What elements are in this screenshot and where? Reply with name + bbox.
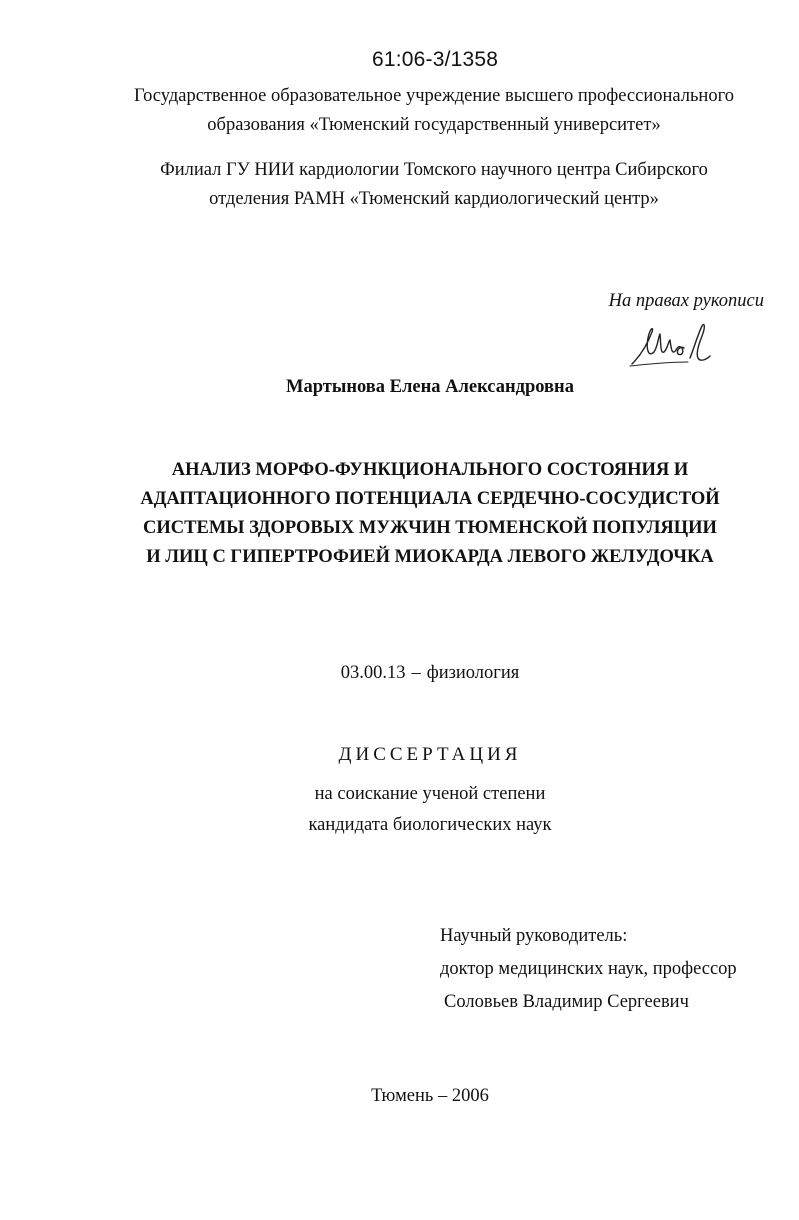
- secondary-institution-line: отделения РАМН «Тюменский кардиологический центр»: [209, 189, 659, 209]
- title-line: АДАПТАЦИОННОГО ПОТЕНЦИАЛА СЕРДЕЧНО-СОСУДИСТОЙ: [140, 489, 720, 509]
- primary-institution-line: Государственное образовательное учреждение высшего профессионального: [134, 86, 734, 106]
- specialty: [0, 663, 799, 684]
- degree-statement: [0, 779, 799, 841]
- place-year: Тюмень – 2006: [371, 1086, 489, 1106]
- specialty-code: 03.00.13: [340, 663, 406, 683]
- author-name: Мартынова Елена Александровна: [286, 377, 574, 397]
- supervisor-name: Соловьев Владимир Сергеевич: [444, 992, 689, 1012]
- secondary-institution: [104, 156, 764, 214]
- manuscript-rights-note: На правах рукописи: [608, 291, 764, 311]
- supervisor-title: доктор медицинских наук, профессор: [440, 959, 737, 979]
- dissertation-title: [120, 456, 740, 572]
- degree-line: кандидата биологических наук: [308, 815, 552, 835]
- title-line: И ЛИЦ С ГИПЕРТРОФИЕЙ МИОКАРДА ЛЕВОГО ЖЕЛУДОЧКА: [146, 547, 714, 567]
- degree-line: на соискание ученой степени: [314, 784, 546, 804]
- secondary-institution-line: Филиал ГУ НИИ кардиологии Томского научного центра Сибирского: [160, 160, 708, 180]
- title-line: АНАЛИЗ МОРФО-ФУНКЦИОНАЛЬНОГО СОСТОЯНИЯ И: [171, 460, 689, 480]
- title-line: СИСТЕМЫ ЗДОРОВЫХ МУЖЧИН ТЮМЕНСКОЙ ПОПУЛЯЦИИ: [143, 518, 717, 538]
- catalog-code: 61:06-3/1358: [372, 48, 499, 71]
- dissertation-label: ДИССЕРТАЦИЯ: [338, 744, 522, 765]
- primary-institution-line: образования «Тюменский государственный университет»: [207, 115, 661, 135]
- supervisor-label: Научный руководитель:: [440, 926, 628, 946]
- specialty-dash: –: [411, 663, 421, 683]
- supervisor-block: [440, 920, 737, 1019]
- specialty-name: физиология: [426, 663, 520, 683]
- primary-institution: [104, 82, 764, 140]
- handwritten-signature: [628, 318, 718, 370]
